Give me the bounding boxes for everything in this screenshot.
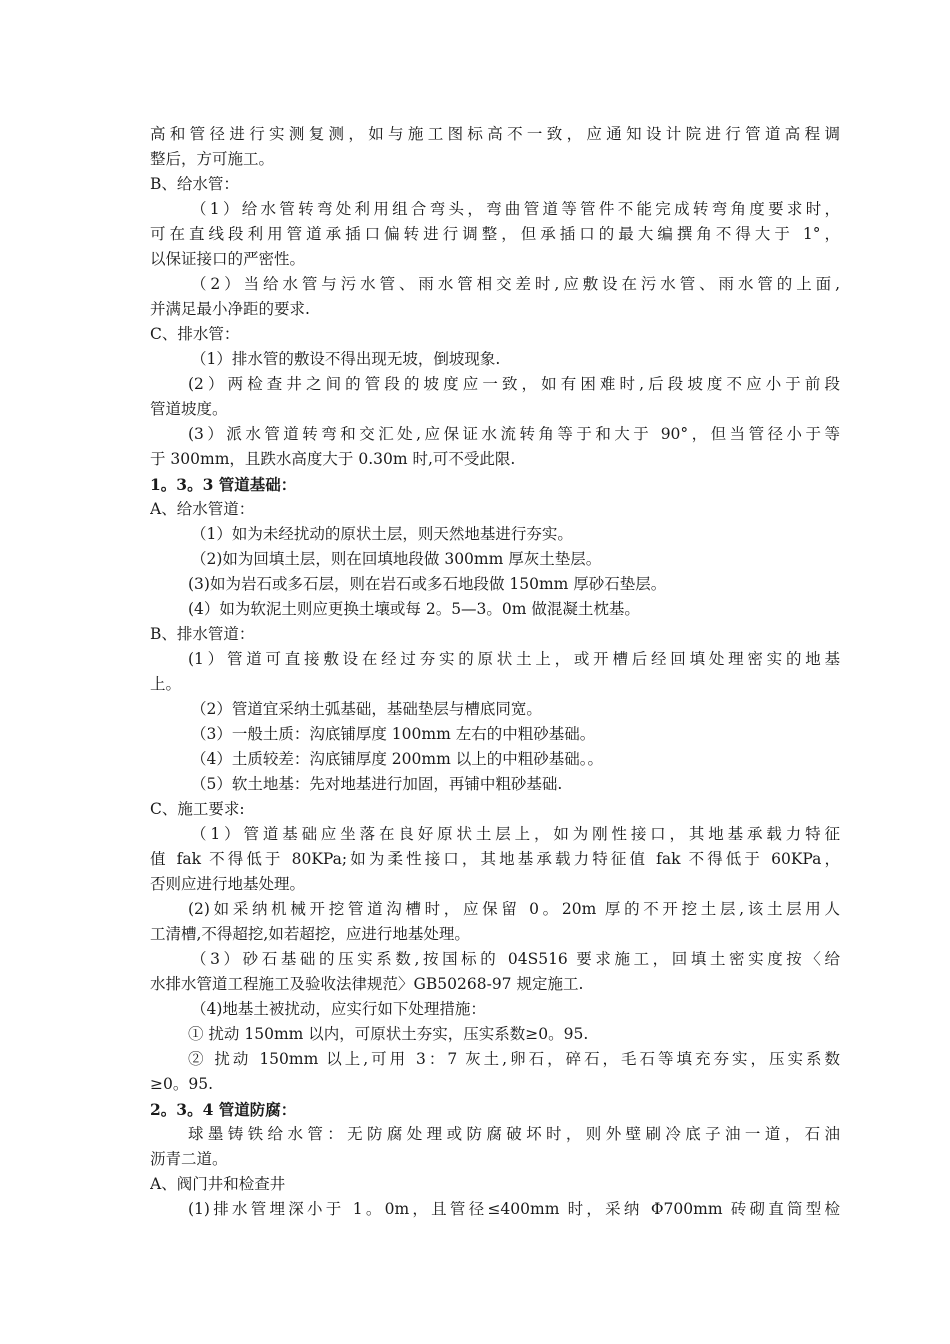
paragraph-line: (1）管道可直接敷设在经过夯实的原状土上，或开槽后经回填处理密实的地基	[188, 650, 840, 668]
paragraph-line: (4）如为软泥土则应更换土壤或每 2。5—3。0m 做混凝土枕基。	[188, 600, 640, 618]
paragraph-line: 否则应进行地基处理。	[150, 875, 306, 893]
paragraph-line: 并满足最小净距的要求.	[150, 300, 310, 318]
paragraph-line: (3）派水管道转弯和交汇处,应保证水流转角等于和大于 90°，但当管径小于等	[188, 425, 840, 443]
paragraph-line: 以保证接口的严密性。	[150, 250, 306, 268]
paragraph-line: 上。	[150, 675, 182, 693]
document-page	[150, 122, 840, 1222]
paragraph-line: 可在直线段利用管道承插口偏转进行调整，但承插口的最大编撰角不得大于 1°，	[150, 225, 840, 243]
paragraph-line: （2)如为回填土层，则在回填地段做 300mm 厚灰土垫层。	[191, 550, 602, 568]
paragraph-line: （1）管道基础应坐落在良好原状土层上，如为刚性接口，其地基承载力特征	[191, 825, 840, 843]
paragraph-line: 沥青二道。	[150, 1150, 228, 1168]
paragraph-line: （3）一般土质：沟底铺厚度 100mm 左右的中粗砂基础。	[191, 725, 596, 743]
section-heading: 2。3。4 管道防腐：	[150, 1100, 297, 1119]
paragraph-line: （2）当给水管与污水管、雨水管相交差时,应敷设在污水管、雨水管的上面,	[191, 275, 840, 293]
paragraph-line: （3）砂石基础的压实系数,按国标的 04S516 要求施工，回填土密实度按〈给	[191, 950, 840, 968]
list-item: ② 扰动 150mm 以上,可用 3：7 灰土,卵石，碎石，毛石等填充夯实，压实系数	[188, 1050, 840, 1068]
section-label: B、给水管：	[150, 175, 239, 193]
section-label: C、施工要求:	[150, 800, 245, 818]
paragraph-line: （1）给水管转弯处利用组合弯头，弯曲管道等管件不能完成转弯角度要求时，	[191, 200, 840, 218]
paragraph-line: 值 fak 不得低于 80KPa;如为柔性接口，其地基承载力特征值 fak 不得低于 60KPa，	[150, 850, 840, 868]
paragraph-line: (3)如为岩石或多石层，则在岩石或多石地段做 150mm 厚砂石垫层。	[188, 575, 667, 593]
paragraph-line: 水排水管道工程施工及验收法律规范〉GB50268-97 规定施工.	[150, 975, 584, 993]
paragraph-line: （4）土质较差：沟底铺厚度 200mm 以上的中粗砂基础。。	[191, 750, 603, 768]
paragraph-line: 工清槽,不得超挖,如若超挖，应进行地基处理。	[150, 925, 470, 943]
section-label: A、给水管道：	[150, 500, 255, 518]
paragraph-line: (2)如采纳机械开挖管道沟槽时，应保留 0。20m 厚的不开挖土层,该土层用人	[188, 900, 840, 918]
paragraph-line: 于 300mm，且跌水高度大于 0.30m 时,可不受此限.	[150, 450, 516, 468]
paragraph-line: 管道坡度。	[150, 400, 228, 418]
paragraph-line: （5）软土地基：先对地基进行加固，再铺中粗砂基础.	[191, 775, 563, 793]
section-heading: 1。3。3 管道基础：	[150, 475, 297, 494]
paragraph-line: (2）两检查井之间的管段的坡度应一致，如有困难时,后段坡度不应小于前段	[188, 375, 840, 393]
list-item: ① 扰动 150mm 以内，可原状土夯实，压实系数≥0。95.	[188, 1025, 589, 1043]
paragraph-line: 球墨铸铁给水管：无防腐处理或防腐破坏时，则外壁刷冷底子油一道，石油	[188, 1125, 840, 1143]
section-label: A、阀门井和检查井	[150, 1175, 286, 1193]
section-label: C、排水管：	[150, 325, 240, 343]
paragraph-line: （4)地基土被扰动，应实行如下处理措施：	[191, 1000, 486, 1018]
paragraph-line: （1）排水管的敷设不得出现无坡，倒坡现象.	[191, 350, 501, 368]
paragraph-line: 整后，方可施工。	[150, 150, 275, 168]
section-label: B、排水管道：	[150, 625, 255, 643]
paragraph-line: （2）管道宜采纳土弧基础，基础垫层与槽底同宽。	[191, 700, 542, 718]
paragraph-line: ≥0。95.	[150, 1075, 213, 1093]
paragraph-line: (1)排水管埋深小于 1。0m，且管径≤400mm 时，采纳 Φ700mm 砖砌直筒型检	[188, 1200, 840, 1218]
paragraph-line: 高和管径进行实测复测，如与施工图标高不一致，应通知设计院进行管道高程调	[150, 125, 840, 143]
paragraph-line: （1）如为未经扰动的原状土层，则天然地基进行夯实。	[191, 525, 573, 543]
